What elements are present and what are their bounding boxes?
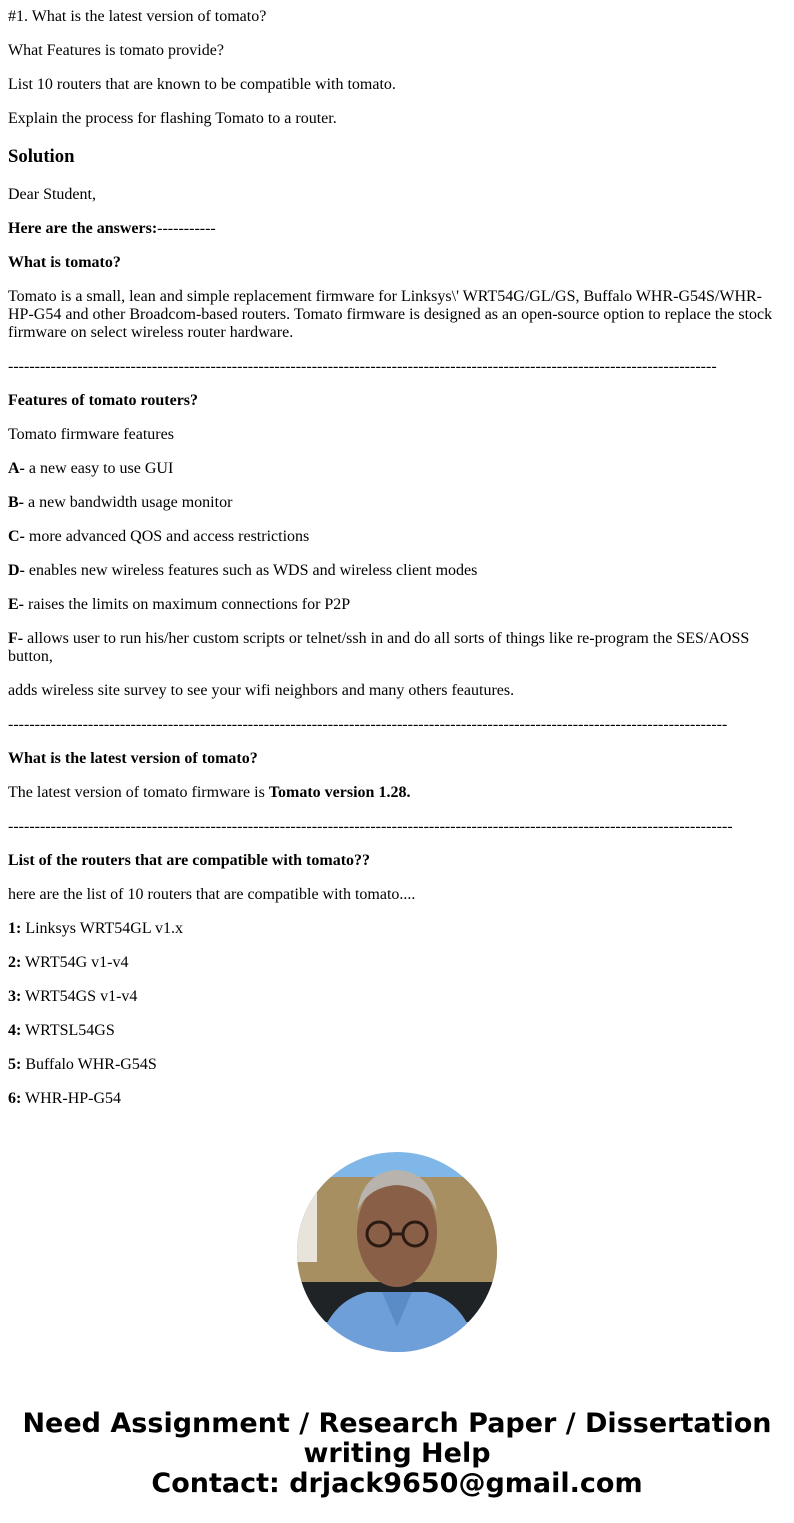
feature-text: a new easy to use GUI bbox=[24, 460, 174, 477]
separator: --------------------------------------------------------------------------------------------------------------------------------------- bbox=[8, 716, 728, 733]
feature-letter: F- bbox=[8, 630, 24, 647]
router-name: Linksys WRT54GL v1.x bbox=[21, 920, 184, 937]
router-name: WRT54GS v1-v4 bbox=[21, 988, 138, 1005]
separator: ---------------------------------------------------------------------------------------------------------------------------------------- bbox=[8, 818, 733, 835]
feature-text: a new bandwidth usage monitor bbox=[24, 494, 233, 511]
feature-item bbox=[8, 528, 786, 546]
question-3: List 10 routers that are known to be compatible with tomato. bbox=[8, 76, 396, 93]
router-item bbox=[8, 1056, 786, 1074]
question-4: Explain the process for flashing Tomato to a router. bbox=[8, 110, 337, 127]
features-intro: Tomato firmware features bbox=[8, 426, 174, 443]
router-name: Buffalo WHR-G54S bbox=[21, 1056, 157, 1073]
router-item bbox=[8, 1090, 786, 1108]
router-name: WRTSL54GS bbox=[21, 1022, 115, 1039]
router-item bbox=[8, 954, 786, 972]
router-name: WRT54G v1-v4 bbox=[21, 954, 129, 971]
feature-text: allows user to run his/her custom scripts or telnet/ssh in and do all sorts of things like re-program the SES/AOSS button, bbox=[8, 630, 750, 665]
what-is-body: Tomato is a small, lean and simple replacement firmware for Linksys\' WRT54G/GL/GS, Buffalo WHR-G54S/WHR-HP-G54 and other Broadcom-based routers. Tomato firmware is designed as an open-source option to replace the stock firmware on select wireless router hardware. bbox=[8, 288, 773, 341]
feature-letter: D- bbox=[8, 562, 25, 579]
router-number: 4: bbox=[8, 1022, 22, 1039]
feature-letter: A- bbox=[8, 460, 25, 477]
question-2: What Features is tomato provide? bbox=[8, 42, 224, 59]
promo-text bbox=[8, 1409, 786, 1499]
separator: ------------------------------------------------------------------------------------------------------------------------------------- bbox=[8, 358, 717, 375]
feature-item bbox=[8, 562, 786, 580]
feature-item bbox=[8, 494, 786, 512]
router-name: WHR-HP-G54 bbox=[21, 1090, 122, 1107]
router-number: 6: bbox=[8, 1090, 22, 1107]
feature-item bbox=[8, 596, 786, 614]
routers-intro: here are the list of 10 routers that are compatible with tomato.... bbox=[8, 886, 416, 903]
feature-item bbox=[8, 460, 786, 478]
feature-letter: B- bbox=[8, 494, 24, 511]
version-value: Tomato version 1.28. bbox=[268, 784, 411, 801]
greeting: Dear Student, bbox=[8, 186, 96, 203]
solution-heading: Solution bbox=[8, 146, 75, 167]
router-number: 3: bbox=[8, 988, 22, 1005]
author-photo bbox=[297, 1152, 497, 1352]
router-item bbox=[8, 988, 786, 1006]
features-extra: adds wireless site survey to see your wifi neighbors and many others feautures. bbox=[8, 682, 515, 699]
version-heading: What is the latest version of tomato? bbox=[8, 750, 258, 767]
features-heading: Features of tomato routers? bbox=[8, 392, 199, 409]
router-number: 5: bbox=[8, 1056, 22, 1073]
feature-text: enables new wireless features such as WDS and wireless client modes bbox=[24, 562, 478, 579]
question-1: #1. What is the latest version of tomato? bbox=[8, 8, 267, 25]
router-number: 2: bbox=[8, 954, 22, 971]
feature-text: raises the limits on maximum connections for P2P bbox=[24, 596, 351, 613]
promo-contact: Contact: drjack9650@gmail.com bbox=[151, 1468, 643, 1499]
answers-intro-dashes: ----------- bbox=[157, 220, 216, 237]
router-item bbox=[8, 920, 786, 938]
promo-line-1: Need Assignment / Research Paper / Dissertation writing Help bbox=[22, 1408, 772, 1469]
feature-letter: E- bbox=[8, 596, 24, 613]
routers-heading: List of the routers that are compatible with tomato?? bbox=[8, 852, 371, 869]
answers-intro bbox=[8, 220, 786, 238]
feature-list bbox=[8, 460, 786, 666]
feature-letter: C- bbox=[8, 528, 25, 545]
router-list bbox=[8, 920, 786, 1108]
feature-text: more advanced QOS and access restrictions bbox=[24, 528, 310, 545]
router-item bbox=[8, 1022, 786, 1040]
answers-intro-label: Here are the answers: bbox=[8, 220, 158, 237]
feature-item bbox=[8, 630, 786, 666]
photo-container bbox=[8, 1152, 786, 1357]
version-text: The latest version of tomato firmware is Tomato version 1.28. bbox=[8, 784, 411, 801]
router-number: 1: bbox=[8, 920, 22, 937]
what-is-heading: What is tomato? bbox=[8, 254, 121, 271]
